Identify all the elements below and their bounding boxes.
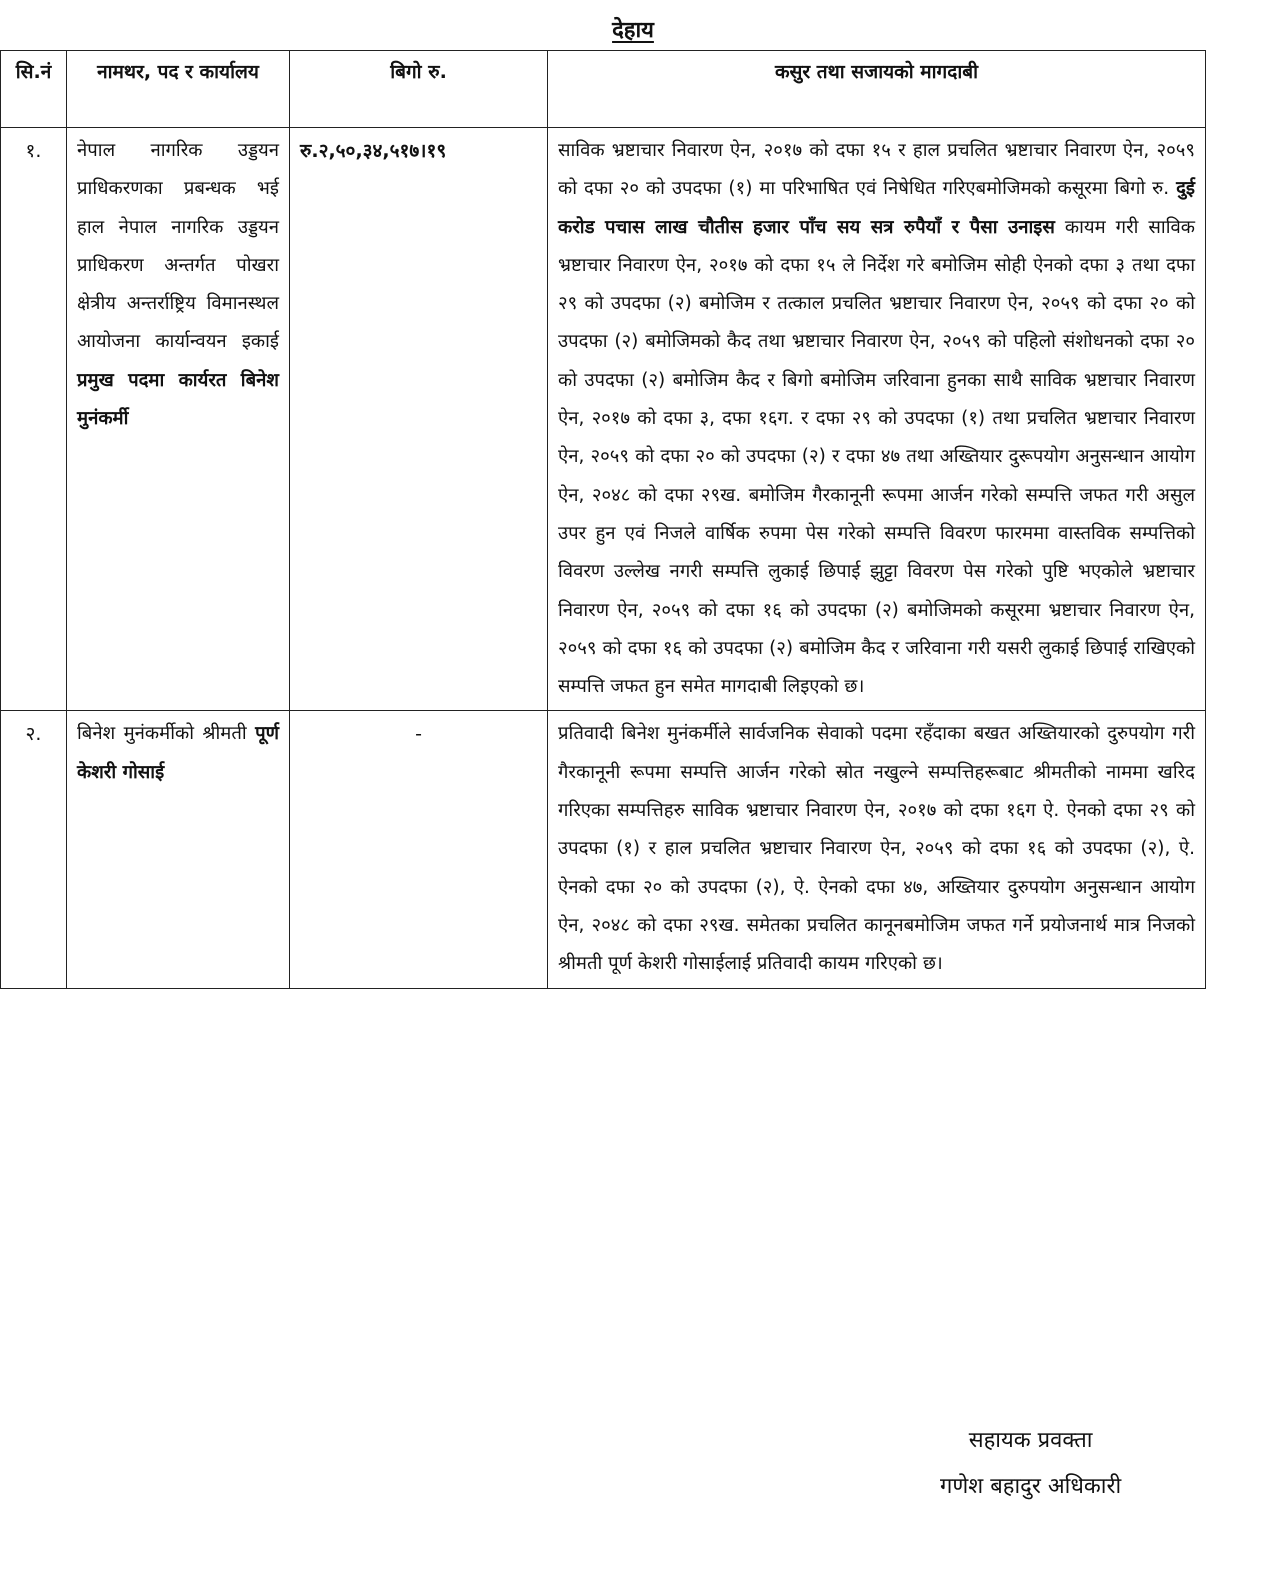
row-amount: -: [290, 711, 548, 988]
name-bold-text: प्रमुख पदमा कार्यरत बिनेश मुनंकर्मी: [77, 369, 279, 430]
header-amount: बिगो रु.: [290, 51, 548, 128]
name-text: नेपाल नागरिक उड्डयन प्राधिकरणका प्रबन्धक भई हाल नेपाल नागरिक उड्डयन प्राधिकरण अन्तर्गत पोखरा क्षेत्रीय अन्तर्राष्ट्रिय विमानस्थल आयोजना कार्यान्वयन इकाई: [77, 140, 279, 353]
row-sn: १.: [1, 128, 67, 711]
claim-text-part2: कायम गरी साविक भ्रष्टाचार निवारण ऐन, २०१७ को दफा १५ ले निर्देश गरे बमोजिम सोही ऐनको दफा ३ तथा दफा २९ को उपदफा (२) बमोजिम र तत्काल प्रचलित भ्रष्टाचार निवारण ऐन, २०५९ को दफा २० को उपदफा (२) बमोजिमको कैद तथा भ्रष्टाचार निवारण ऐन, २०५९ को पहिलो संशोधनको दफा २० को उपदफा (२) बमोजिम कैद र बिगो बमोजिम जरिवाना हुनका साथै साविक भ्रष्टाचार निवारण ऐन, २०१७ को दफा ३, दफा १६ग. र दफा २९ को उपदफा (१) तथा प्रचलित भ्रष्टाचार निवारण ऐन, २०५९ को दफा २० को उपदफा (२) र दफा ४७ तथा अख्तियार दुरूपयोग अनुसन्धान आयोग ऐन, २०४८ को दफा २९ख. बमोजिम गैरकानूनी रूपमा आर्जन गरेको सम्पत्ति जफत गरी असुल उपर हुन एवं निजले वार्षिक रुपमा पेस गरेको सम्पत्ति विवरण फारममा वास्तविक सम्पत्तिको विवरण उल्लेख नगरी सम्पत्ति लुकाई छिपाई झुट्टा विवरण पेस गरेको पुष्टि भएकोले भ्रष्टाचार निवारण ऐन, २०५९ को दफा १६ को उपदफा (२) बमोजिमको कसूरमा भ्रष्टाचार निवारण ऐन, २०५९ को दफा १६ को उपदफा (२) बमोजिम कैद र जरिवाना गरी यसरी लुकाई छिपाई राखिएको सम्पत्ति जफत हुन समेत मागदाबी लिइएको छ।: [558, 216, 1195, 698]
row-name: [67, 711, 290, 988]
signature-designation: सहायक प्रवक्ता: [968, 1428, 1093, 1453]
header-claim: कसुर तथा सजायको मागदाबी: [548, 51, 1206, 128]
table-row: [1, 711, 1206, 988]
name-text: बिनेश मुनंकर्मीको श्रीमती: [77, 723, 247, 745]
row-sn: २.: [1, 711, 67, 988]
claim-text-part1: साविक भ्रष्टाचार निवारण ऐन, २०१७ को दफा १५ र हाल प्रचलित भ्रष्टाचार निवारण ऐन, २०५९ को दफा २० को उपदफा (१) मा परिभाषित एवं निषेधित गरिएबमोजिमको कसूरमा बिगो रु.: [558, 140, 1195, 200]
row-name: [67, 128, 290, 711]
row-claim: [548, 128, 1206, 711]
header-sn: सि.नं: [1, 51, 67, 128]
header-name: नामथर, पद र कार्यालय: [67, 51, 290, 128]
table-header-row: [1, 51, 1206, 128]
signature-name: गणेश बहादुर अधिकारी: [940, 1474, 1122, 1499]
page-title: देहाय: [612, 18, 654, 43]
accused-table: [0, 50, 1206, 989]
name-bold-text: पूर्ण केशरी गोसाई: [77, 723, 279, 783]
claim-bold-amount-words: दुई करोड पचास लाख चौतीस हजार पाँच सय सत्र रुपैयाँ र पैसा उनाइस: [558, 178, 1195, 238]
row-claim: प्रतिवादी बिनेश मुनंकर्मीले सार्वजनिक सेवाको पदमा रहँदाका बखत अख्तियारको दुरुपयोग गरी गैरकानूनी रूपमा सम्पत्ति आर्जन गरेको स्रोत नखुल्ने सम्पत्तिहरूबाट श्रीमतीको नाममा खरिद गरिएका सम्पत्तिहरु साविक भ्रष्टाचार निवारण ऐन, २०१७ को दफा १६ग ऐ. ऐनको दफा २९ को उपदफा (१) र हाल प्रचलित भ्रष्टाचार निवारण ऐन, २०५९ को दफा १६ को उपदफा (२), ऐ. ऐनको दफा २० को उपदफा (२), ऐ. ऐनको दफा ४७, अख्तियार दुरुपयोग अनुसन्धान आयोग ऐन, २०४८ को दफा २९ख. समेतका प्रचलित कानूनबमोजिम जफत गर्ने प्रयोजनार्थ मात्र निजको श्रीमती पूर्ण केशरी गोसाईलाई प्रतिवादी कायम गरिएको छ।: [548, 711, 1206, 988]
signature-block: [940, 1418, 1121, 1510]
row-amount: रु.२,५०,३४,५१७।१९: [290, 128, 548, 711]
table-row: [1, 128, 1206, 711]
